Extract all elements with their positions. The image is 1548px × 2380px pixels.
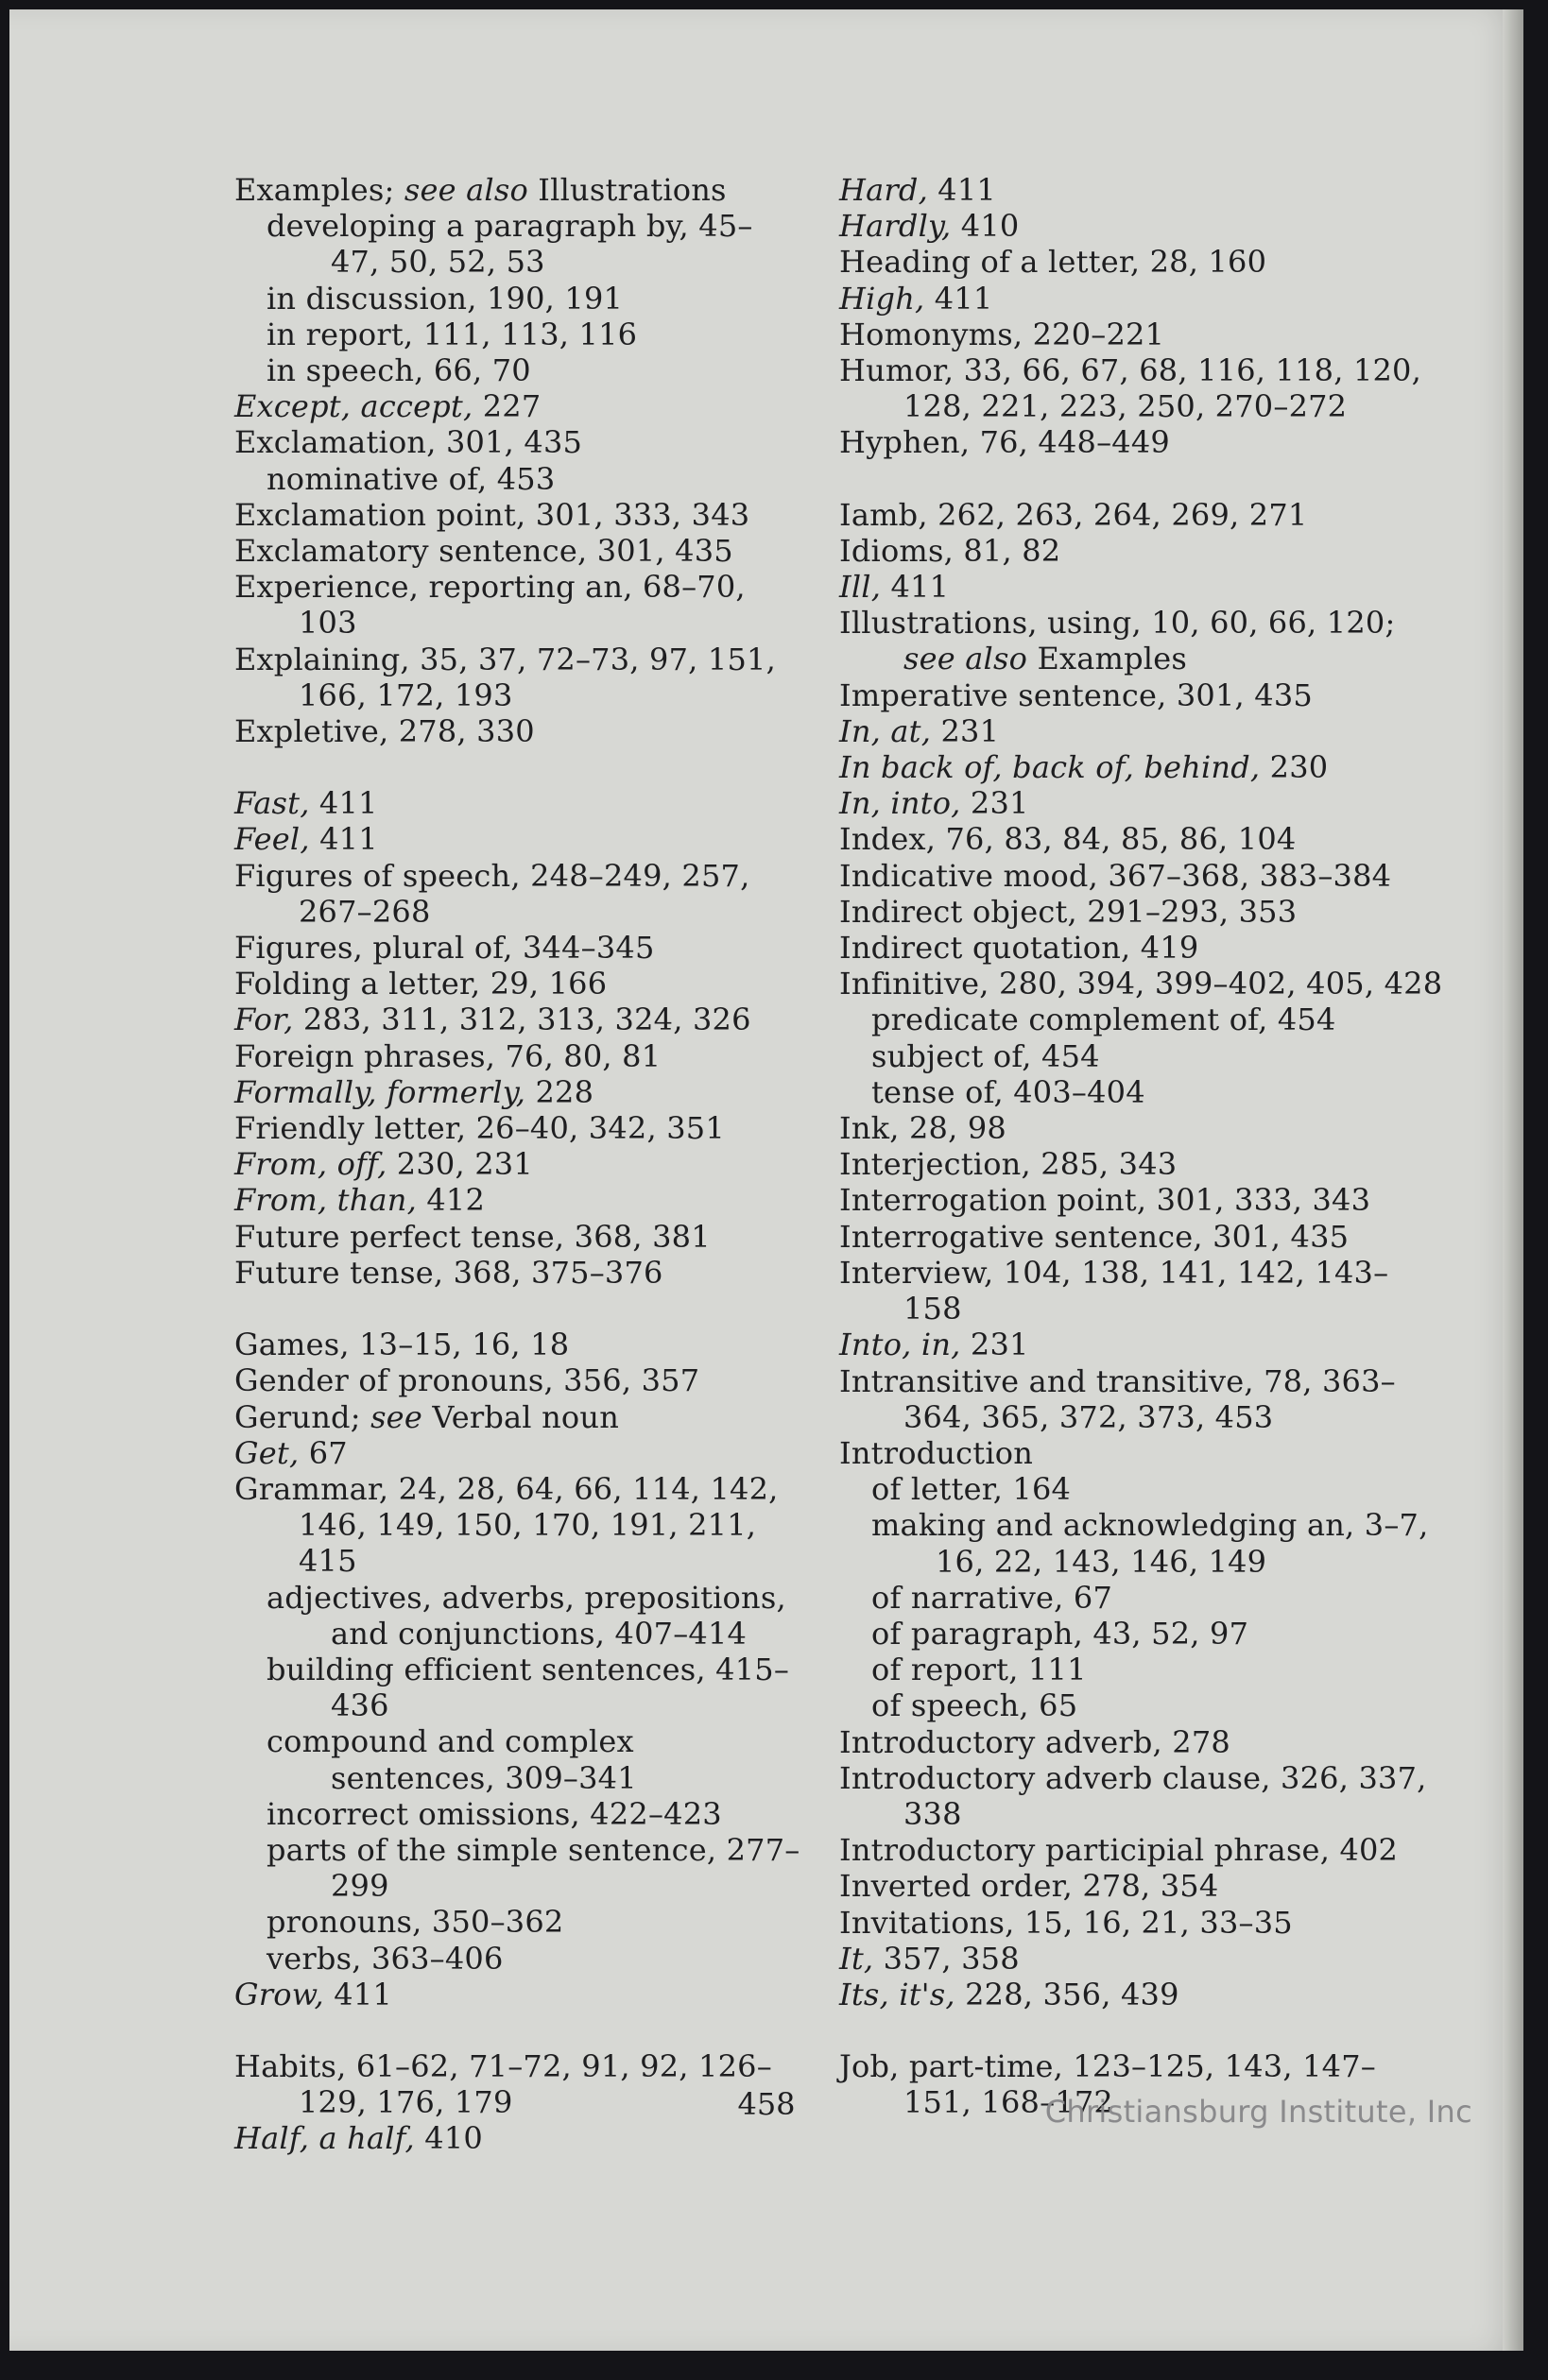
entry-italic-text: High, (839, 280, 925, 317)
index-entry (234, 821, 801, 857)
index-entry (839, 713, 1444, 749)
entry-text: Exclamation, 301, 435 (234, 424, 583, 461)
entry-italic-text: Into, in, (839, 1327, 961, 1363)
entry-text: Explaining, 35, 37, 72–73, 97, 151, 166, 172, 193 (234, 641, 786, 713)
index-entry (839, 1363, 1444, 1435)
index-subentry (234, 1941, 801, 1977)
index-subentry (234, 1580, 801, 1652)
entry-text: Folding a letter, 29, 166 (234, 966, 608, 1002)
entry-italic-text: Hardly, (839, 208, 952, 245)
index-entry (234, 2120, 801, 2156)
entry-italic-text: see also (903, 641, 1028, 677)
entry-italic-text: see (370, 1398, 422, 1435)
entry-text: Introductory participial phrase, 402 (839, 1832, 1399, 1869)
entry-page-refs: 231 (960, 785, 1029, 822)
entry-text: Friendly letter, 26–40, 342, 351 (234, 1110, 725, 1147)
index-entry (839, 930, 1444, 966)
index-entry (839, 1110, 1444, 1146)
entry-text: Future perfect tense, 368, 381 (234, 1218, 711, 1255)
index-entry (839, 1905, 1444, 1941)
entry-italic-text: Except, accept, (234, 388, 473, 425)
entry-italic-text: In back of, back of, behind, (839, 749, 1261, 786)
index-entry (234, 930, 801, 966)
index-entry (839, 821, 1444, 857)
entry-text: Invitations, 15, 16, 21, 33–35 (839, 1904, 1293, 1941)
entry-text: in discussion, 190, 191 (267, 280, 624, 317)
index-subentry (839, 1507, 1444, 1579)
entry-text: developing a paragraph by, 45–47, 50, 52, 53 (267, 208, 753, 281)
index-entry (234, 966, 801, 1002)
entry-page-refs: 411 (323, 1976, 392, 2012)
entry-page-refs: 283, 311, 312, 313, 324, 326 (293, 1002, 751, 1038)
entry-text: Interrogation point, 301, 333, 343 (839, 1182, 1371, 1219)
index-subentry (839, 1580, 1444, 1616)
index-entry (839, 281, 1444, 317)
index-entry (234, 713, 801, 749)
entry-italic-text: Feel, (234, 821, 310, 858)
entry-text: of letter, 164 (871, 1471, 1072, 1508)
index-entry (839, 533, 1444, 569)
entry-italic-text: In, into, (839, 785, 961, 822)
entry-text: verbs, 363–406 (267, 1940, 504, 1977)
entry-text: in report, 111, 113, 116 (267, 316, 638, 352)
index-entry (839, 569, 1444, 605)
page-number: 458 (737, 2086, 796, 2122)
index-subentry (234, 1904, 801, 1940)
index-entry (234, 1182, 801, 1218)
index-entry (839, 1327, 1444, 1362)
index-subentry (234, 1796, 801, 1832)
entry-text: of paragraph, 43, 52, 97 (871, 1615, 1249, 1652)
entry-text: Figures, plural of, 344–345 (234, 930, 655, 967)
watermark-text: Christiansburg Institute, Inc (1044, 2094, 1472, 2130)
entry-page-refs: 411 (309, 821, 378, 858)
index-subentry (234, 352, 801, 388)
entry-text: Iamb, 262, 263, 264, 269, 271 (839, 496, 1308, 533)
entry-text: Idioms, 81, 82 (839, 532, 1061, 569)
index-subentry (234, 1652, 801, 1723)
index-entry (839, 424, 1444, 460)
index-subentry (234, 317, 801, 352)
entry-page-refs: 411 (924, 280, 993, 317)
index-entry (839, 785, 1444, 821)
index-entry (839, 966, 1444, 1002)
index-entry (234, 1327, 801, 1362)
section-gap (839, 461, 1444, 497)
entry-page-refs: 231 (931, 712, 1000, 749)
entry-text: tense of, 403–404 (871, 1073, 1145, 1110)
entry-text: adjectives, adverbs, prepositions, and conjunctions, 407–414 (267, 1579, 797, 1652)
index-entry (839, 749, 1444, 785)
index-entry (234, 533, 801, 569)
entry-text: subject of, 454 (871, 1037, 1100, 1074)
entry-text: Gerund; (234, 1398, 371, 1435)
entry-text: Figures of speech, 248–249, 257, 267–268 (234, 857, 760, 930)
entry-text: pronouns, 350–362 (267, 1904, 564, 1941)
section-gap (234, 749, 801, 785)
index-subentry (839, 1652, 1444, 1687)
index-entry (839, 1760, 1444, 1832)
entry-text: Ink, 28, 98 (839, 1110, 1006, 1147)
index-subentry (234, 1832, 801, 1904)
entry-page-refs: 228 (525, 1073, 594, 1110)
entry-italic-text: Hard, (839, 172, 928, 208)
entry-text: Humor, 33, 66, 67, 68, 116, 118, 120, 128, 221, 223, 250, 270–272 (839, 352, 1432, 425)
index-subentry (839, 1038, 1444, 1074)
entry-page-refs: 411 (309, 785, 378, 822)
entry-page-refs: 411 (927, 172, 996, 208)
entry-text: Imperative sentence, 301, 435 (839, 676, 1313, 713)
entry-page-refs: 410 (414, 2120, 483, 2157)
entry-text: Games, 13–15, 16, 18 (234, 1327, 570, 1363)
entry-text: parts of the simple sentence, 277–299 (267, 1831, 800, 1905)
page-edge (1503, 9, 1523, 2351)
index-entry (839, 677, 1444, 713)
entry-page-refs: 357, 358 (873, 1940, 1020, 1977)
entry-page-refs: Verbal noun (421, 1398, 620, 1435)
index-entry (234, 1255, 801, 1291)
entry-text: Expletive, 278, 330 (234, 713, 535, 750)
index-subentry (839, 1471, 1444, 1507)
entry-text: Introductory adverb, 278 (839, 1723, 1230, 1760)
entry-text: predicate complement of, 454 (871, 1002, 1336, 1038)
entry-text: Indirect object, 291–293, 353 (839, 893, 1298, 930)
index-entry (839, 1868, 1444, 1904)
entry-text: Hyphen, 76, 448–449 (839, 424, 1170, 461)
entry-text: Interview, 104, 138, 141, 142, 143–158 (839, 1254, 1389, 1327)
entry-italic-text: Formally, formerly, (234, 1073, 526, 1110)
index-entry (839, 1977, 1444, 2012)
index-entry (234, 1471, 801, 1580)
entry-text: making and acknowledging an, 3–7, 16, 22, 143, 146, 149 (871, 1507, 1438, 1580)
entry-page-refs: 228, 356, 439 (955, 1976, 1179, 2012)
entry-text: incorrect omissions, 422–423 (267, 1795, 722, 1832)
entry-page-refs: 230, 231 (387, 1146, 533, 1183)
index-entry (234, 497, 801, 533)
entry-text: compound and complex sentences, 309–341 (267, 1723, 645, 1796)
index-entry (839, 208, 1444, 244)
index-entry (839, 317, 1444, 352)
section-gap (839, 2012, 1444, 2048)
index-column-left (234, 172, 801, 2157)
entry-text: nominative of, 453 (267, 460, 556, 497)
entry-italic-text: Grow, (234, 1976, 324, 2012)
entry-text: of speech, 65 (871, 1687, 1078, 1724)
index-entry (234, 1110, 801, 1146)
entry-text: Indirect quotation, 419 (839, 930, 1199, 967)
entry-page-refs: 227 (473, 388, 542, 425)
entry-text: Gender of pronouns, 356, 357 (234, 1362, 700, 1399)
entry-page-refs: 410 (951, 208, 1020, 245)
entry-italic-text: In, at, (839, 712, 932, 749)
index-entry (234, 569, 801, 641)
index-column-right (839, 172, 1444, 2121)
entry-italic-text: From, than, (234, 1182, 417, 1219)
entry-text: of narrative, 67 (871, 1579, 1113, 1616)
index-entry (839, 1255, 1444, 1327)
section-gap (234, 2012, 801, 2048)
entry-italic-text: Get, (234, 1434, 300, 1471)
index-entry (839, 1724, 1444, 1760)
index-subentry (234, 1723, 801, 1795)
index-entry (839, 894, 1444, 930)
index-entry (234, 172, 801, 208)
index-entry (234, 1435, 801, 1471)
entry-text: Experience, reporting an, 68–70, 103 (234, 569, 756, 642)
index-entry (839, 605, 1444, 676)
entry-text: Foreign phrases, 76, 80, 81 (234, 1037, 662, 1074)
index-entry (839, 1146, 1444, 1182)
index-entry (234, 642, 801, 713)
entry-text: in speech, 66, 70 (267, 352, 531, 389)
entry-text: Intransitive and transitive, 78, 363–364, 365, 372, 373, 453 (839, 1362, 1396, 1435)
entry-text: Exclamatory sentence, 301, 435 (234, 533, 733, 570)
entry-page-refs: 230 (1260, 749, 1329, 786)
index-entry (234, 424, 801, 460)
index-entry (839, 1435, 1444, 1471)
entry-text: Heading of a letter, 28, 160 (839, 244, 1267, 281)
entry-text: Examples; (234, 172, 404, 208)
entry-page-refs: Illustrations (527, 172, 727, 208)
index-subentry (839, 1074, 1444, 1110)
entry-page-refs: 67 (299, 1434, 348, 1471)
entry-text: Illustrations, using, 10, 60, 66, 120; (839, 605, 1405, 642)
entry-page-refs: 412 (416, 1182, 486, 1219)
entry-text: Inverted order, 278, 354 (839, 1868, 1219, 1905)
entry-italic-text: It, (839, 1940, 874, 1977)
index-entry (839, 244, 1444, 280)
entry-italic-text: Fast, (234, 785, 310, 822)
entry-page-refs: Examples (1027, 641, 1187, 677)
index-subentry (234, 281, 801, 317)
entry-text: Introductory adverb clause, 326, 337, 338 (839, 1759, 1436, 1832)
entry-italic-text: For, (234, 1002, 294, 1038)
index-entry (839, 497, 1444, 533)
index-entry (234, 1002, 801, 1037)
entry-text: Exclamation point, 301, 333, 343 (234, 496, 750, 533)
entry-text: Indicative mood, 367–368, 383–384 (839, 857, 1392, 894)
index-entry (234, 785, 801, 821)
index-entry (839, 352, 1444, 424)
entry-text: Homonyms, 220–221 (839, 316, 1165, 352)
entry-text: Introduction (839, 1434, 1034, 1471)
entry-page-refs: 411 (881, 569, 950, 606)
index-subentry (234, 208, 801, 280)
index-entry (839, 1941, 1444, 1977)
index-entry (234, 1038, 801, 1074)
index-entry (839, 858, 1444, 894)
index-entry (234, 858, 801, 930)
index-subentry (839, 1687, 1444, 1723)
index-entry (234, 1074, 801, 1110)
book-page (9, 9, 1523, 2351)
entry-italic-text: Its, it's, (839, 1976, 955, 2012)
entry-page-refs: 231 (960, 1327, 1029, 1363)
entry-italic-text: see also (404, 172, 528, 208)
index-subentry (234, 461, 801, 497)
entry-text: Interrogative sentence, 301, 435 (839, 1218, 1350, 1255)
entry-text: building efficient sentences, 415–436 (267, 1651, 790, 1724)
entry-text: Job, part-time, 123–125, 143, 147–151, 168–172 (839, 2048, 1376, 2121)
index-entry (234, 1362, 801, 1398)
entry-text: Index, 76, 83, 84, 85, 86, 104 (839, 821, 1297, 858)
entry-text: Future tense, 368, 375–376 (234, 1254, 663, 1291)
index-entry (234, 1399, 801, 1435)
index-entry (234, 1146, 801, 1182)
entry-italic-text: Half, a half, (234, 2120, 415, 2157)
index-subentry (839, 1616, 1444, 1652)
entry-italic-text: From, off, (234, 1146, 387, 1183)
index-entry (839, 1832, 1444, 1868)
index-entry (839, 172, 1444, 208)
entry-text: Grammar, 24, 28, 64, 66, 114, 142, 146, 149, 150, 170, 191, 211, 415 (234, 1470, 788, 1580)
section-gap (234, 1291, 801, 1327)
index-entry (234, 388, 801, 424)
entry-text: Interjection, 285, 343 (839, 1146, 1178, 1183)
entry-text: Habits, 61–62, 71–72, 91, 92, 126–129, 176, 179 (234, 2047, 772, 2121)
entry-text: Infinitive, 280, 394, 399–402, 405, 428 (839, 966, 1443, 1002)
index-entry (839, 1182, 1444, 1218)
entry-italic-text: Ill, (839, 569, 882, 606)
index-entry (234, 1977, 801, 2012)
entry-text: of report, 111 (871, 1652, 1087, 1688)
index-entry (839, 1219, 1444, 1255)
index-subentry (839, 1002, 1444, 1037)
index-entry (234, 1219, 801, 1255)
